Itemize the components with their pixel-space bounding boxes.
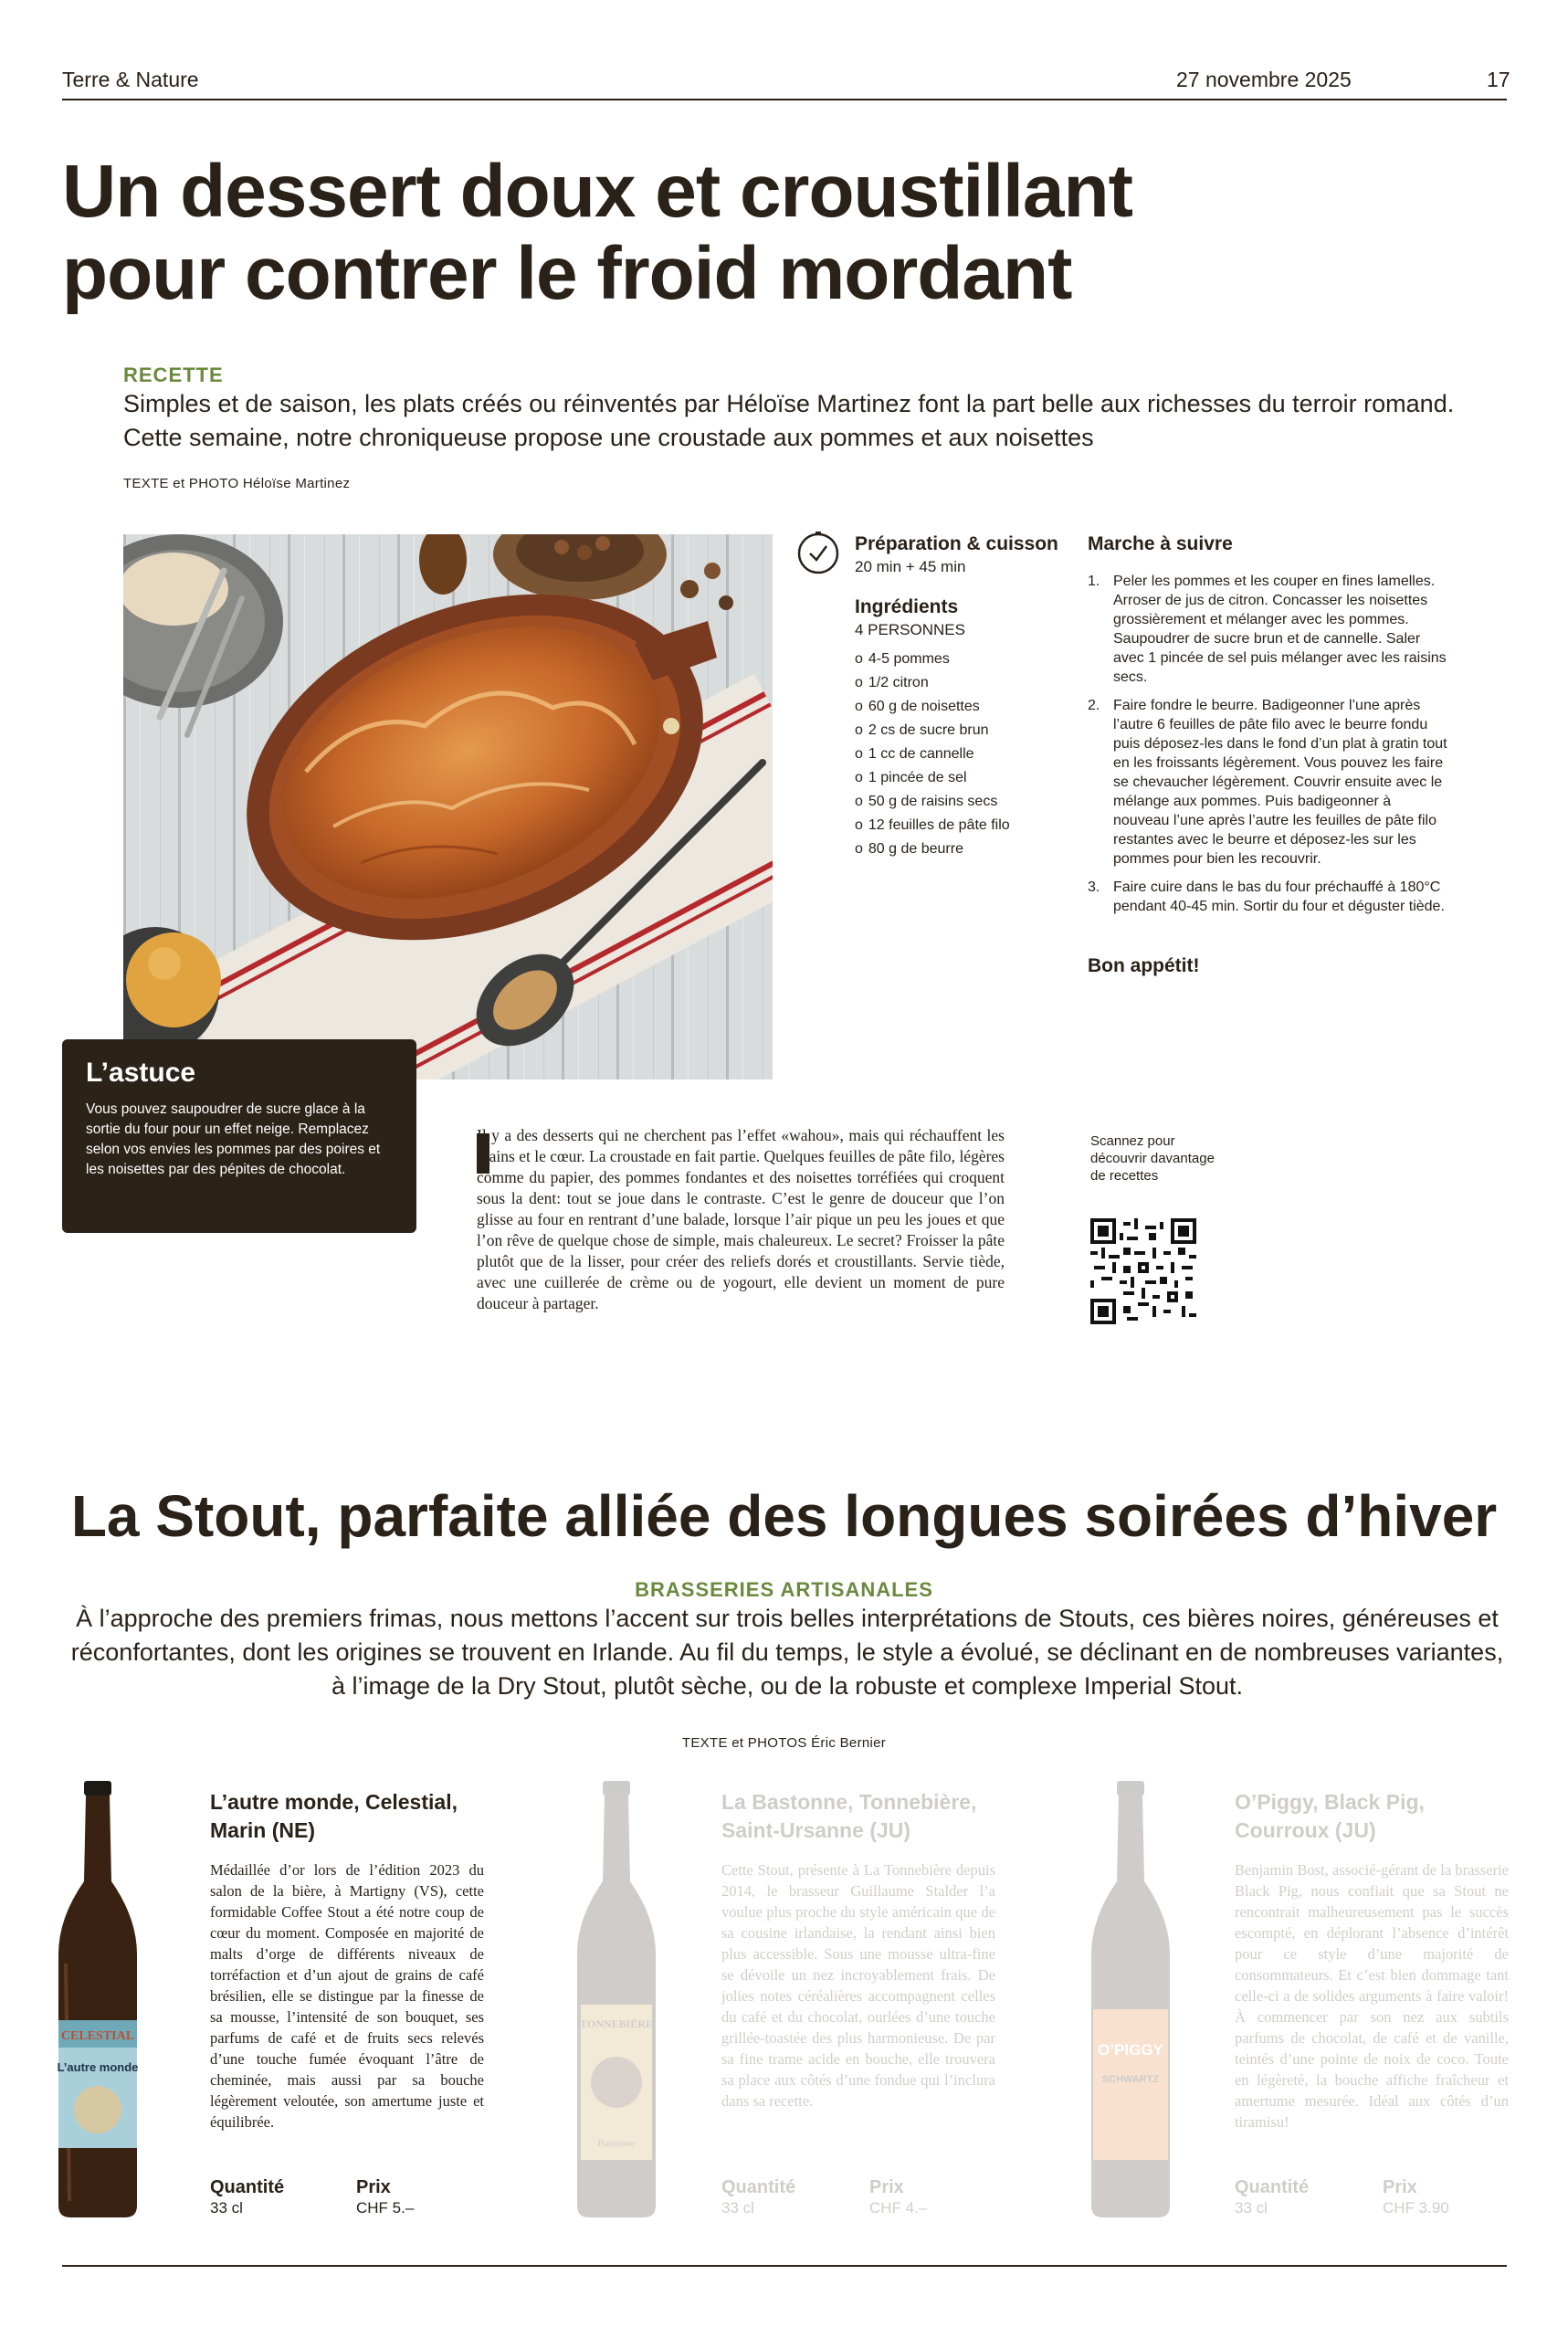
quantity-label: Quantité: [1235, 2177, 1310, 2197]
beer-title: L’autre monde, Celestial, Marin (NE): [210, 1790, 458, 1842]
ingredients-title: Ingrédients: [855, 596, 959, 617]
tip-box: [62, 1039, 416, 1233]
beer-bottle-opiggy: [1089, 1781, 1172, 2219]
beer-description: Médaillée d’or lors de l’édition 2023 du salon de la bière, à Martigny (VS), cette formidable Coffee Stout a été notre coup de cœur du moment. Composée en majorité de malts d’orge de différents niveaux de torréfaction et d’un ajout de grains de café brésilien, elle se distingue par la finesse de sa mousse, l’intensité de son bouquet, ses parfums de café et de fruits secs relevés d’une touche fumée évoquant l’âtre de cheminée, mais aussi par sa bouche légèrement veloutée, son amertume juste et équilibrée.: [210, 1861, 484, 2131]
label-text: O’PIGGY: [1098, 2041, 1163, 2059]
quantity-value: 33 cl: [1235, 2199, 1268, 2217]
closing-line: Bon appétit!: [1088, 955, 1200, 976]
prep-time: 20 min + 45 min: [855, 558, 966, 575]
beer-bottle-bastonne: [575, 1781, 658, 2219]
ingredient-list: [855, 648, 1065, 861]
ingredient-item: o 80 g de beurre: [855, 841, 963, 857]
label-text: CELESTIAL: [60, 2029, 135, 2043]
prep-title: Préparation & cuisson: [855, 533, 1058, 554]
price-value: CHF 4.–: [869, 2199, 928, 2217]
label-text: SCHWARTZ: [1101, 2074, 1160, 2085]
quantity-label: Quantité: [210, 2177, 285, 2197]
stout-lede: À l’approche des premiers frimas, nous mettons l’accent sur trois belles interprétations de Stouts, ces bières noires, généreuses et réconfortantes, dont les origines se trouvent en Irlande. Au fil du temps, le style a évolué, se déclinant en de nombreuses variantes, à l’image de la Dry Stout, plutôt sèche, ou de la robuste et complexe Imperial Stout.: [70, 1605, 1504, 1700]
beer-title: La Bastonne, Tonnebière, Saint-Ursanne (JU): [721, 1790, 977, 1842]
beer-bottle-celestial: [57, 1781, 139, 2219]
step-item: 1. Peler les pommes et les couper en fines lamelles. Arroser de jus de citron. Concasser les noisettes grossièrement et mélanger avec les pommes. Saupoudrer de sucre brun et de cannelle. Saler avec 1 pincée de sel puis mélanger avec les raisins secs.: [1088, 574, 1447, 685]
quantity-value: 33 cl: [721, 2199, 754, 2217]
ingredient-item: o 1 cc de cannelle: [855, 746, 974, 762]
ingredient-item: o 1/2 citron: [855, 675, 929, 690]
label-text: L’autre monde: [57, 2060, 139, 2074]
ingredient-item: o 4-5 pommes: [855, 651, 950, 667]
ingredient-item: o 1 pincée de sel: [855, 770, 967, 785]
price-value: CHF 5.–: [356, 2199, 415, 2217]
beer-card-1: [210, 1788, 484, 2133]
article-headline: [62, 151, 1432, 315]
label-text: Bastonne: [597, 2138, 636, 2149]
clock-icon: [796, 532, 840, 575]
beer-description: Benjamin Bost, associé-gérant de la brasserie Black Pig, nous confiait que sa Stout ne rencontrait malheureusement pas le succès escompté, en déplorant l’absence d’intérêt pour ce style d’une majorité de consommateurs. Et c’est bien dommage tant celle-ci a de solides arguments à faire valoir! À commencer par son nez aux subtils parfums de chocolat, de café et de vanille, teintés d’une pointe de noix de coco. Toute en légèreté, la bouche affiche fraîcheur et amertume mesurée. Idéal aux côtés d’un tiramisu!: [1235, 1861, 1509, 2131]
price-label: Prix: [356, 2177, 391, 2197]
article-lede: Simples et de saison, les plats créés ou réinventés par Héloïse Martinez font la part belle aux richesses du terroir romand. Cette semaine, notre chroniqueuse propose une croustade aux pommes et aux noisettes: [123, 390, 1455, 451]
qr-code[interactable]: [1090, 1218, 1196, 1324]
croustade-photo: [123, 534, 773, 1079]
beer-description: Cette Stout, présente à La Tonnebière depuis 2014, le brasseur Guillaume Stalder l’a voulue plus proche du style américain que de sa cousine irlandaise, la rendant ainsi bien plus accessible. Sous une mousse ultra-fine se dévoile un nez incroyablement frais. De jolies notes céréalières accompagnent celles du café et du chocolat, ourlées d’une touche grillée-toastée des plus harmonieuse. De par sa fine trame acide en bouche, elle trouvera sa place aux côtés d’une fondue qui l’inclura dans sa recette.: [721, 1861, 995, 2110]
label-text: TONNEBIÈRE: [580, 2017, 653, 2030]
ingredient-item: o 12 feuilles de pâte filo: [855, 817, 1010, 833]
stout-credit: TEXTE et PHOTOS Éric Bernier: [681, 1735, 887, 1751]
tip-text: Vous pouvez saupoudrer de sucre glace à la sortie du four pour un effet neige. Remplacez selon vos envies les pommes par des poires et les noisettes par des pépites de chocolat.: [86, 1101, 381, 1177]
step-item: 2. Faire fondre le beurre. Badigeonner l’une après l’autre 6 feuilles de pâte filo avec le beurre fondu puis déposez-les dans le fond d’un plat à gratin tout en les froissants légèrement. Vous pouvez les faire se chevaucher légèrement. Couvrir ensuite avec le mélange aux pommes. Puis badigeonner à nouveau l’une après l’autre les feuilles de pâte filo restantes avec le beurre et déposez-les sur les pommes pour bien les recouvrir.: [1088, 698, 1447, 867]
qr-caption: Scannez pour découvrir davantage de recettes: [1090, 1133, 1215, 1184]
beer-card-2: [721, 1788, 995, 2112]
headline-line-2: pour contrer le froid mordant: [62, 232, 1072, 315]
servings: 4 PERSONNES: [855, 621, 965, 638]
ingredient-item: o 50 g de raisins secs: [855, 794, 998, 809]
quantity-label: Quantité: [721, 2177, 796, 2197]
footer-rule: [62, 2265, 1507, 2267]
quantity-value: 33 cl: [210, 2199, 243, 2217]
price-label: Prix: [869, 2177, 904, 2197]
issue-date: 27 novembre 2025: [1176, 68, 1352, 91]
article-body: Il y a des desserts qui ne cherchent pas l’effet «wahou», mais qui réchauffent les mains et le cœur. La croustade en fait partie. Quelques feuilles de pâte filo, légères comme du papier, des pommes fondantes et des noisettes torréfiées qui croquent sous la dent: tout se joue dans le contraste. C’est le genre de douceur que l’on glisse au four en rentrant d’une balade, lorsque l’air pique un peu les joues et que l’on rêve de quelque chose de simple, mais chaleureux. Le secret? Froisser la pâte plutôt que de la lisser, pour créer des reliefs dorés et croustillants. Servie tiède, avec une cuillerée de crème ou de yogourt, elle devient un moment de pure douceur à partager.: [477, 1126, 1005, 1312]
price-label: Prix: [1383, 2177, 1417, 2197]
tip-title: L’astuce: [86, 1058, 196, 1088]
header-rule: [62, 99, 1507, 100]
stout-headline: La Stout, parfaite alliée des longues soirées d’hiver: [70, 1483, 1498, 1549]
ingredient-item: o 2 cs de sucre brun: [855, 722, 989, 738]
step-item: 3. Faire cuire dans le bas du four préchauffé à 180°C pendant 40-45 min. Sortir du four et déguster tiède.: [1088, 879, 1445, 914]
price-value: CHF 3.90: [1383, 2199, 1449, 2217]
stout-kicker: BRASSERIES ARTISANALES: [635, 1578, 933, 1601]
recipe-kicker: RECETTE: [123, 363, 224, 386]
beer-card-3: [1235, 1788, 1509, 2133]
ingredient-item: o 60 g de noisettes: [855, 699, 980, 714]
headline-line-1: Un dessert doux et croustillant: [62, 150, 1132, 233]
publication-name: Terre & Nature: [62, 68, 199, 91]
steps-list: [1088, 572, 1449, 925]
beer-title: O’Piggy, Black Pig, Courroux (JU): [1235, 1790, 1425, 1842]
page-number: 17: [1487, 68, 1510, 91]
steps-title: Marche à suivre: [1088, 533, 1233, 554]
article-credit: TEXTE et PHOTO Héloïse Martinez: [123, 476, 351, 491]
